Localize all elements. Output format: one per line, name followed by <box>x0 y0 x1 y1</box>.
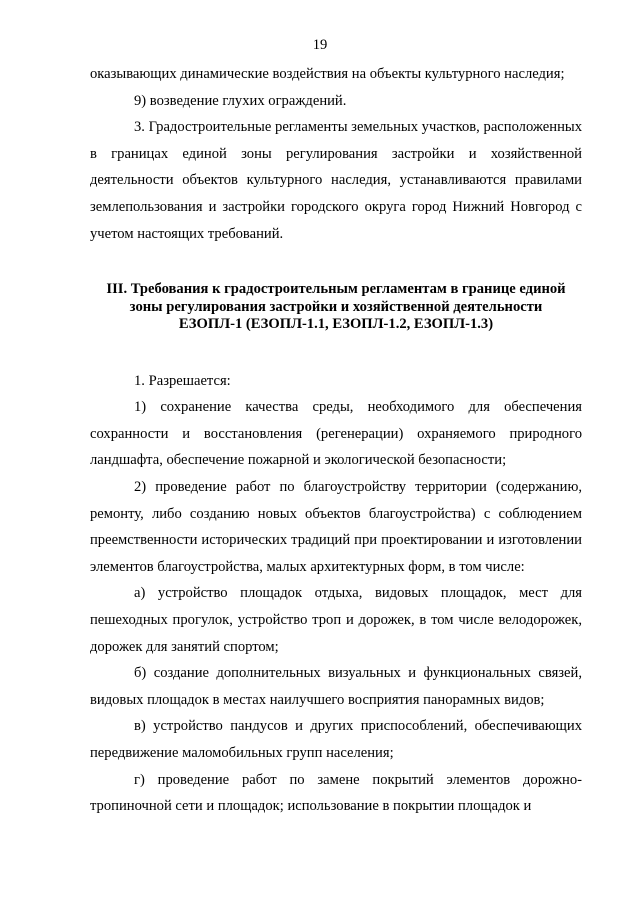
section-heading-line: ЕЗОПЛ-1 (ЕЗОПЛ-1.1, ЕЗОПЛ-1.2, ЕЗОПЛ-1.3) <box>178 316 494 333</box>
paragraph: 3. Градостроительные регламенты земельных участков, расположенных в границах единой зоны регулирования застройки и хозяйственной деятельности объектов культурного наследия, устанавливаются правилами землепользования и застройки городского округа город Нижний Новгород с учетом настоящих требований. <box>90 119 582 242</box>
paragraph: 1) сохранение качества среды, необходимого для обеспечения сохранности и восстановления (регенерации) охраняемого природного ландшафта, обеспечение пожарной и экологической безопасности; <box>90 399 582 469</box>
paragraph: а) устройство площадок отдыха, видовых площадок, мест для пешеходных прогулок, устройство троп и дорожек, в том числе велодорожек, дорожек для занятий спортом; <box>90 585 582 655</box>
paragraph: 1. Разрешается: <box>134 372 231 389</box>
section-heading-line: зоны регулирования застройки и хозяйственной деятельности <box>129 298 543 315</box>
paragraph: 9) возведение глухих ограждений. <box>134 92 347 109</box>
paragraph: в) устройство пандусов и других приспособлений, обеспечивающих передвижение маломобильных групп населения; <box>90 718 582 761</box>
document-body <box>90 61 582 820</box>
section-heading <box>90 281 582 334</box>
page-number: 19 <box>312 37 328 53</box>
paragraph: оказывающих динамические воздействия на объекты культурного наследия; <box>90 66 565 82</box>
paragraph: г) проведение работ по замене покрытий элементов дорожно-тропиночной сети и площадок; использование в покрытии площадок и <box>90 771 582 815</box>
paragraph: 2) проведение работ по благоустройству территории (содержанию, ремонту, либо созданию новых объектов благоустройства) с соблюдением преемственности исторических традиций при проектировании и изготовлении элементов благоустройства, малых архитектурных форм, в том числе: <box>90 479 582 575</box>
section-heading-line: III. Требования к градостроительным регламентам в границе единой <box>106 281 566 298</box>
paragraph: б) создание дополнительных визуальных и функциональных связей, видовых площадок в местах наилучшего восприятия панорамных видов; <box>90 665 582 708</box>
